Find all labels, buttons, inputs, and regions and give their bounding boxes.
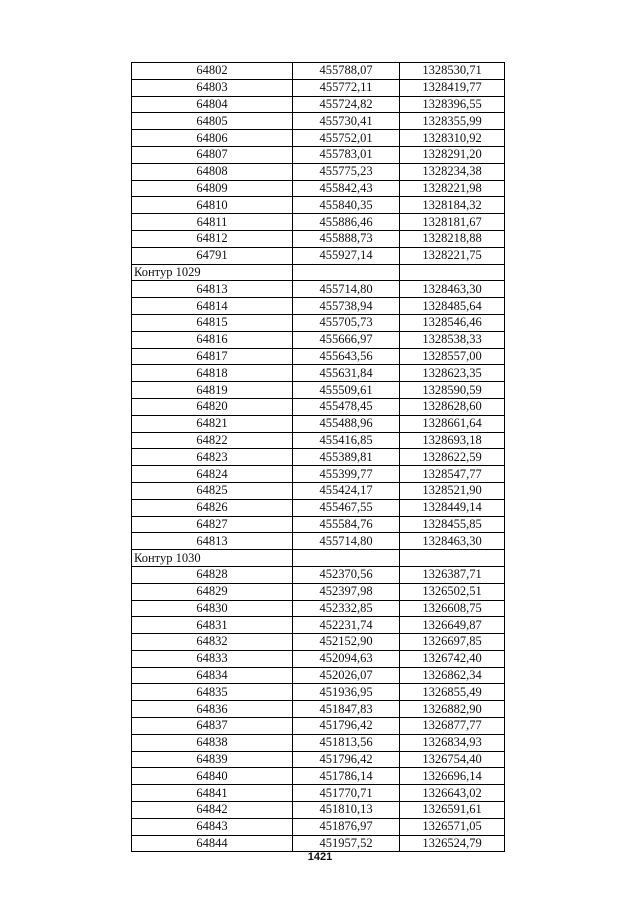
table-row <box>132 802 505 819</box>
y-coordinate-cell: 1328221,75 <box>400 247 505 264</box>
x-coordinate-cell: 455752,01 <box>293 130 400 147</box>
table-row <box>132 331 505 348</box>
x-coordinate-cell: 451770,71 <box>293 785 400 802</box>
y-coordinate-cell: 1328291,20 <box>400 146 505 163</box>
x-coordinate-cell: 455730,41 <box>293 113 400 130</box>
point-number-cell: 64840 <box>132 768 293 785</box>
y-coordinate-cell: 1328419,77 <box>400 79 505 96</box>
point-number-cell: 64831 <box>132 617 293 634</box>
table-row <box>132 835 505 852</box>
point-number-cell: 64837 <box>132 718 293 735</box>
x-coordinate-cell: 455631,84 <box>293 365 400 382</box>
coordinates-table-body <box>132 63 505 852</box>
contour-header-row <box>132 550 505 567</box>
x-coordinate-cell: 455509,61 <box>293 382 400 399</box>
point-number-cell: 64809 <box>132 180 293 197</box>
empty-cell <box>293 264 400 281</box>
table-row <box>132 667 505 684</box>
point-number-cell: 64843 <box>132 818 293 835</box>
x-coordinate-cell: 451786,14 <box>293 768 400 785</box>
y-coordinate-cell: 1326697,85 <box>400 634 505 651</box>
contour-header-row <box>132 264 505 281</box>
x-coordinate-cell: 451957,52 <box>293 835 400 852</box>
x-coordinate-cell: 455724,82 <box>293 96 400 113</box>
table-row <box>132 600 505 617</box>
table-row <box>132 499 505 516</box>
table-row <box>132 533 505 550</box>
point-number-cell: 64838 <box>132 734 293 751</box>
y-coordinate-cell: 1326649,87 <box>400 617 505 634</box>
table-row <box>132 583 505 600</box>
y-coordinate-cell: 1328221,98 <box>400 180 505 197</box>
point-number-cell: 64812 <box>132 230 293 247</box>
x-coordinate-cell: 455788,07 <box>293 63 400 80</box>
table-row <box>132 146 505 163</box>
table-row <box>132 432 505 449</box>
y-coordinate-cell: 1326591,61 <box>400 802 505 819</box>
x-coordinate-cell: 455772,11 <box>293 79 400 96</box>
y-coordinate-cell: 1326643,02 <box>400 785 505 802</box>
point-number-cell: 64813 <box>132 281 293 298</box>
y-coordinate-cell: 1328396,55 <box>400 96 505 113</box>
table-row <box>132 214 505 231</box>
table-row <box>132 785 505 802</box>
table-row <box>132 718 505 735</box>
point-number-cell: 64829 <box>132 583 293 600</box>
x-coordinate-cell: 455389,81 <box>293 449 400 466</box>
point-number-cell: 64818 <box>132 365 293 382</box>
point-number-cell: 64810 <box>132 197 293 214</box>
y-coordinate-cell: 1328538,33 <box>400 331 505 348</box>
point-number-cell: 64823 <box>132 449 293 466</box>
empty-cell <box>400 264 505 281</box>
y-coordinate-cell: 1328310,92 <box>400 130 505 147</box>
table-row <box>132 650 505 667</box>
x-coordinate-cell: 455783,01 <box>293 146 400 163</box>
y-coordinate-cell: 1328628,60 <box>400 398 505 415</box>
y-coordinate-cell: 1328590,59 <box>400 382 505 399</box>
point-number-cell: 64842 <box>132 802 293 819</box>
x-coordinate-cell: 455714,80 <box>293 533 400 550</box>
y-coordinate-cell: 1328622,59 <box>400 449 505 466</box>
table-row <box>132 516 505 533</box>
point-number-cell: 64811 <box>132 214 293 231</box>
y-coordinate-cell: 1326877,77 <box>400 718 505 735</box>
point-number-cell: 64841 <box>132 785 293 802</box>
x-coordinate-cell: 455478,45 <box>293 398 400 415</box>
point-number-cell: 64814 <box>132 298 293 315</box>
y-coordinate-cell: 1326862,34 <box>400 667 505 684</box>
y-coordinate-cell: 1328521,90 <box>400 482 505 499</box>
y-coordinate-cell: 1328355,99 <box>400 113 505 130</box>
table-row <box>132 365 505 382</box>
table-row <box>132 768 505 785</box>
y-coordinate-cell: 1328693,18 <box>400 432 505 449</box>
point-number-cell: 64803 <box>132 79 293 96</box>
point-number-cell: 64820 <box>132 398 293 415</box>
point-number-cell: 64833 <box>132 650 293 667</box>
x-coordinate-cell: 455643,56 <box>293 348 400 365</box>
x-coordinate-cell: 455584,76 <box>293 516 400 533</box>
x-coordinate-cell: 455399,77 <box>293 466 400 483</box>
x-coordinate-cell: 455775,23 <box>293 163 400 180</box>
empty-cell <box>400 550 505 567</box>
table-row <box>132 130 505 147</box>
point-number-cell: 64832 <box>132 634 293 651</box>
table-row <box>132 113 505 130</box>
point-number-cell: 64819 <box>132 382 293 399</box>
point-number-cell: 64808 <box>132 163 293 180</box>
y-coordinate-cell: 1328530,71 <box>400 63 505 80</box>
point-number-cell: 64824 <box>132 466 293 483</box>
table-row <box>132 96 505 113</box>
table-row <box>132 314 505 331</box>
page-number: 1421 <box>307 851 333 863</box>
y-coordinate-cell: 1326608,75 <box>400 600 505 617</box>
x-coordinate-cell: 455488,96 <box>293 415 400 432</box>
point-number-cell: 64805 <box>132 113 293 130</box>
point-number-cell: 64822 <box>132 432 293 449</box>
point-number-cell: 64815 <box>132 314 293 331</box>
x-coordinate-cell: 451796,42 <box>293 751 400 768</box>
x-coordinate-cell: 455840,35 <box>293 197 400 214</box>
y-coordinate-cell: 1326742,40 <box>400 650 505 667</box>
point-number-cell: 64834 <box>132 667 293 684</box>
x-coordinate-cell: 451847,83 <box>293 701 400 718</box>
table-row <box>132 163 505 180</box>
y-coordinate-cell: 1328546,46 <box>400 314 505 331</box>
point-number-cell: 64791 <box>132 247 293 264</box>
point-number-cell: 64806 <box>132 130 293 147</box>
x-coordinate-cell: 455467,55 <box>293 499 400 516</box>
x-coordinate-cell: 455424,17 <box>293 482 400 499</box>
y-coordinate-cell: 1328463,30 <box>400 533 505 550</box>
x-coordinate-cell: 455927,14 <box>293 247 400 264</box>
table-row <box>132 449 505 466</box>
table-row <box>132 298 505 315</box>
point-number-cell: 64835 <box>132 684 293 701</box>
table-row <box>132 63 505 80</box>
x-coordinate-cell: 452397,98 <box>293 583 400 600</box>
table-row <box>132 79 505 96</box>
x-coordinate-cell: 455705,73 <box>293 314 400 331</box>
x-coordinate-cell: 452152,90 <box>293 634 400 651</box>
y-coordinate-cell: 1328463,30 <box>400 281 505 298</box>
y-coordinate-cell: 1328449,14 <box>400 499 505 516</box>
y-coordinate-cell: 1326834,93 <box>400 734 505 751</box>
point-number-cell: 64816 <box>132 331 293 348</box>
table-row <box>132 734 505 751</box>
y-coordinate-cell: 1328557,00 <box>400 348 505 365</box>
x-coordinate-cell: 451810,13 <box>293 802 400 819</box>
y-coordinate-cell: 1326696,14 <box>400 768 505 785</box>
point-number-cell: 64828 <box>132 566 293 583</box>
table-row <box>132 466 505 483</box>
table-row <box>132 197 505 214</box>
x-coordinate-cell: 452370,56 <box>293 566 400 583</box>
x-coordinate-cell: 455886,46 <box>293 214 400 231</box>
y-coordinate-cell: 1328218,88 <box>400 230 505 247</box>
empty-cell <box>293 550 400 567</box>
point-number-cell: 64839 <box>132 751 293 768</box>
table-row <box>132 566 505 583</box>
x-coordinate-cell: 452094,63 <box>293 650 400 667</box>
x-coordinate-cell: 455888,73 <box>293 230 400 247</box>
table-row <box>132 701 505 718</box>
point-number-cell: 64826 <box>132 499 293 516</box>
y-coordinate-cell: 1326855,49 <box>400 684 505 701</box>
x-coordinate-cell: 455738,94 <box>293 298 400 315</box>
y-coordinate-cell: 1326387,71 <box>400 566 505 583</box>
y-coordinate-cell: 1328547,77 <box>400 466 505 483</box>
point-number-cell: 64807 <box>132 146 293 163</box>
point-number-cell: 64802 <box>132 63 293 80</box>
table-row <box>132 398 505 415</box>
x-coordinate-cell: 452026,07 <box>293 667 400 684</box>
x-coordinate-cell: 452231,74 <box>293 617 400 634</box>
point-number-cell: 64813 <box>132 533 293 550</box>
point-number-cell: 64827 <box>132 516 293 533</box>
x-coordinate-cell: 451813,56 <box>293 734 400 751</box>
point-number-cell: 64844 <box>132 835 293 852</box>
table-row <box>132 415 505 432</box>
y-coordinate-cell: 1328181,67 <box>400 214 505 231</box>
point-number-cell: 64836 <box>132 701 293 718</box>
table-row <box>132 684 505 701</box>
y-coordinate-cell: 1328184,32 <box>400 197 505 214</box>
point-number-cell: 64804 <box>132 96 293 113</box>
contour-label: Контур 1029 <box>132 264 293 281</box>
y-coordinate-cell: 1328455,85 <box>400 516 505 533</box>
x-coordinate-cell: 455416,85 <box>293 432 400 449</box>
y-coordinate-cell: 1328234,38 <box>400 163 505 180</box>
coordinates-table-wrapper <box>131 62 504 852</box>
y-coordinate-cell: 1328485,64 <box>400 298 505 315</box>
y-coordinate-cell: 1328623,35 <box>400 365 505 382</box>
table-row <box>132 230 505 247</box>
table-row <box>132 634 505 651</box>
table-row <box>132 617 505 634</box>
x-coordinate-cell: 455842,43 <box>293 180 400 197</box>
table-row <box>132 382 505 399</box>
x-coordinate-cell: 451876,97 <box>293 818 400 835</box>
y-coordinate-cell: 1326882,90 <box>400 701 505 718</box>
y-coordinate-cell: 1326571,05 <box>400 818 505 835</box>
point-number-cell: 64817 <box>132 348 293 365</box>
coordinates-table <box>131 62 505 852</box>
y-coordinate-cell: 1326754,40 <box>400 751 505 768</box>
table-row <box>132 482 505 499</box>
y-coordinate-cell: 1326502,51 <box>400 583 505 600</box>
table-row <box>132 818 505 835</box>
x-coordinate-cell: 451796,42 <box>293 718 400 735</box>
table-row <box>132 180 505 197</box>
x-coordinate-cell: 455714,80 <box>293 281 400 298</box>
point-number-cell: 64825 <box>132 482 293 499</box>
contour-label: Контур 1030 <box>132 550 293 567</box>
table-row <box>132 247 505 264</box>
x-coordinate-cell: 452332,85 <box>293 600 400 617</box>
y-coordinate-cell: 1328661,64 <box>400 415 505 432</box>
point-number-cell: 64821 <box>132 415 293 432</box>
x-coordinate-cell: 455666,97 <box>293 331 400 348</box>
y-coordinate-cell: 1326524,79 <box>400 835 505 852</box>
x-coordinate-cell: 451936,95 <box>293 684 400 701</box>
table-row <box>132 348 505 365</box>
point-number-cell: 64830 <box>132 600 293 617</box>
table-row <box>132 751 505 768</box>
table-row <box>132 281 505 298</box>
